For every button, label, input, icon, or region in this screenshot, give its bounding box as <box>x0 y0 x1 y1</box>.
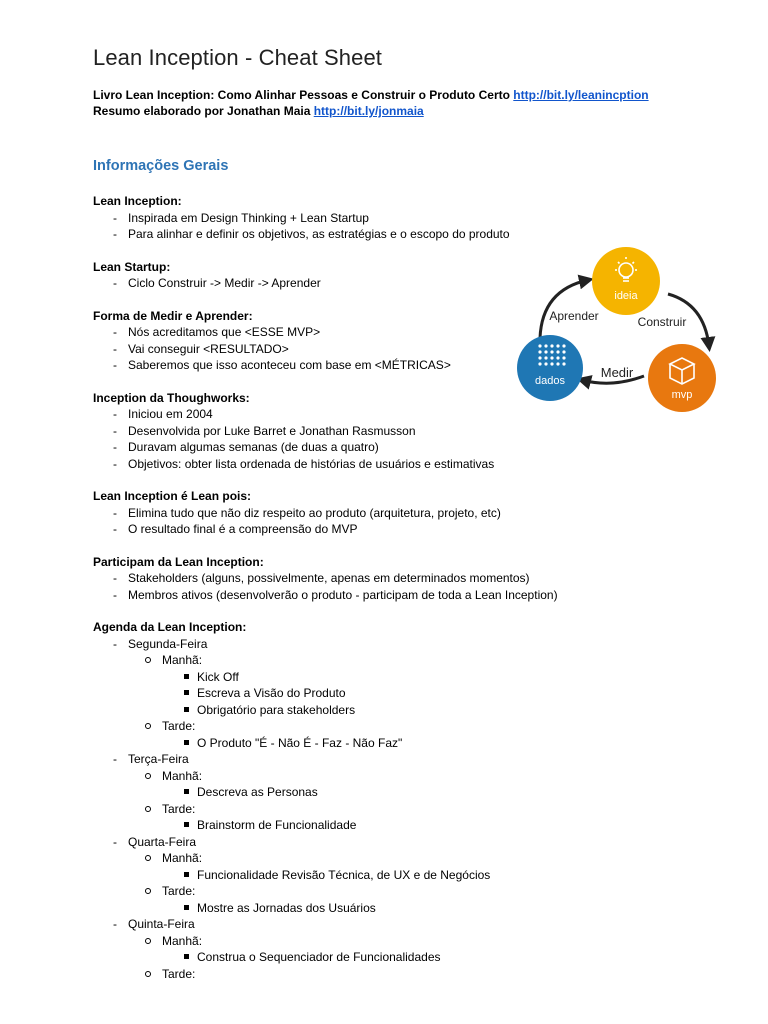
activity-item: Brainstorm de Funcionalidade <box>162 817 733 834</box>
period-label: Tarde: <box>162 801 196 816</box>
summary-link[interactable]: http://bit.ly/jonmaia <box>313 104 424 118</box>
section-lean-inception <box>93 193 733 243</box>
activity-item: Kick Off <box>162 669 733 686</box>
agenda-day-wednesday <box>93 834 733 917</box>
activity-item: Descreva as Personas <box>162 784 733 801</box>
list-item: - Nós acreditamos que <ESSE MVP> <box>93 324 733 341</box>
page-title: Lean Inception - Cheat Sheet <box>93 45 383 70</box>
agenda-day-thursday <box>93 916 733 982</box>
section-title: Forma de Medir e Aprender: <box>93 308 253 323</box>
activity-item: Escreva a Visão do Produto <box>162 685 733 702</box>
summary-label: Resumo elaborado por Jonathan Maia <box>93 104 311 118</box>
lean-cycle-diagram <box>512 246 728 416</box>
list-item: - Ciclo Construir -> Medir -> Aprender <box>93 275 733 292</box>
section-heading: Informações Gerais <box>93 158 229 174</box>
section-agenda <box>93 619 733 982</box>
list-item: - Objetivos: obter lista ordenada de histórias de usuários e estimativas <box>93 456 733 473</box>
period-morning <box>128 652 733 718</box>
ideia-label: ideia <box>614 290 638 302</box>
period-label: Tarde: <box>162 966 196 981</box>
period-label: Tarde: <box>162 884 196 898</box>
section-title: Agenda da Lean Inception: <box>93 620 247 634</box>
list-item: - Saberemos que isso aconteceu com base em <MÉTRICAS> <box>93 357 733 374</box>
list-item: - O resultado final é a compreensão do MVP <box>93 521 733 538</box>
period-afternoon <box>128 718 733 751</box>
section-participam <box>93 554 733 604</box>
book-link[interactable]: http://bit.ly/leanincption <box>513 88 649 102</box>
agenda-day-tuesday <box>93 751 733 834</box>
list-item: - Inspirada em Design Thinking + Lean Startup <box>93 210 733 227</box>
list-item: - Iniciou em 2004 <box>93 406 733 423</box>
label-construir: Construir <box>637 315 687 329</box>
label-aprender: Aprender <box>549 309 599 323</box>
period-morning <box>128 933 733 966</box>
summary-line <box>93 103 733 119</box>
list-item: - Para alinhar e definir os objetivos, as estratégias e o escopo do produto <box>93 226 733 243</box>
day-label: Quinta-Feira <box>128 917 195 931</box>
day-label: Segunda-Feira <box>128 636 208 651</box>
period-afternoon <box>128 966 733 983</box>
section-title: Lean Inception é Lean pois: <box>93 489 252 503</box>
period-label: Manhã: <box>162 768 203 783</box>
period-afternoon <box>128 883 733 916</box>
period-afternoon <box>128 801 733 834</box>
dados-label: dados <box>535 375 565 387</box>
day-label: Terça-Feira <box>128 752 189 766</box>
period-label: Manhã: <box>162 933 203 948</box>
period-label: Manhã: <box>162 851 203 865</box>
section-title: Lean Startup: <box>93 259 171 274</box>
period-morning <box>128 768 733 801</box>
book-label: Livro Lean Inception: Como Alinhar Pessoas e Construir o Produto Certo <box>93 88 510 102</box>
day-label: Quarta-Feira <box>128 834 197 849</box>
list-item: - Stakeholders (alguns, possivelmente, apenas em determinados momentos) <box>93 570 733 587</box>
section-title: Participam da Lean Inception: <box>93 554 264 569</box>
period-morning <box>128 850 733 883</box>
list-item: - Desenvolvida por Luke Barret e Jonathan Rasmusson <box>93 423 733 440</box>
section-title: Lean Inception: <box>93 194 182 208</box>
list-item: - Membros ativos (desenvolverão o produto - participam de toda a Lean Inception) <box>93 587 733 604</box>
list-item: - Duravam algumas semanas (de duas a quatro) <box>93 439 733 456</box>
activity-item: Construa o Sequenciador de Funcionalidades <box>162 949 733 966</box>
section-lean-pois <box>93 488 733 538</box>
section-title: Inception da Thoughworks: <box>93 390 250 405</box>
activity-item: Obrigatório para stakeholders <box>162 702 733 719</box>
activity-item: Mostre as Jornadas dos Usuários <box>162 900 733 917</box>
activity-item: Funcionalidade Revisão Técnica, de UX e de Negócios <box>162 867 733 884</box>
dados-circle <box>517 335 583 401</box>
list-item: - Elimina tudo que não diz respeito ao produto (arquitetura, projeto, etc) <box>93 505 733 522</box>
document-page <box>93 44 733 998</box>
agenda-day-monday <box>93 636 733 752</box>
book-line <box>93 87 733 103</box>
activity-item: O Produto "É - Não É - Faz - Não Faz" <box>162 735 733 752</box>
list-item: - Vai conseguir <RESULTADO> <box>93 341 733 358</box>
period-label: Manhã: <box>162 653 203 667</box>
mvp-label: mvp <box>671 389 693 401</box>
period-label: Tarde: <box>162 719 196 733</box>
label-medir: Medir <box>600 365 634 380</box>
